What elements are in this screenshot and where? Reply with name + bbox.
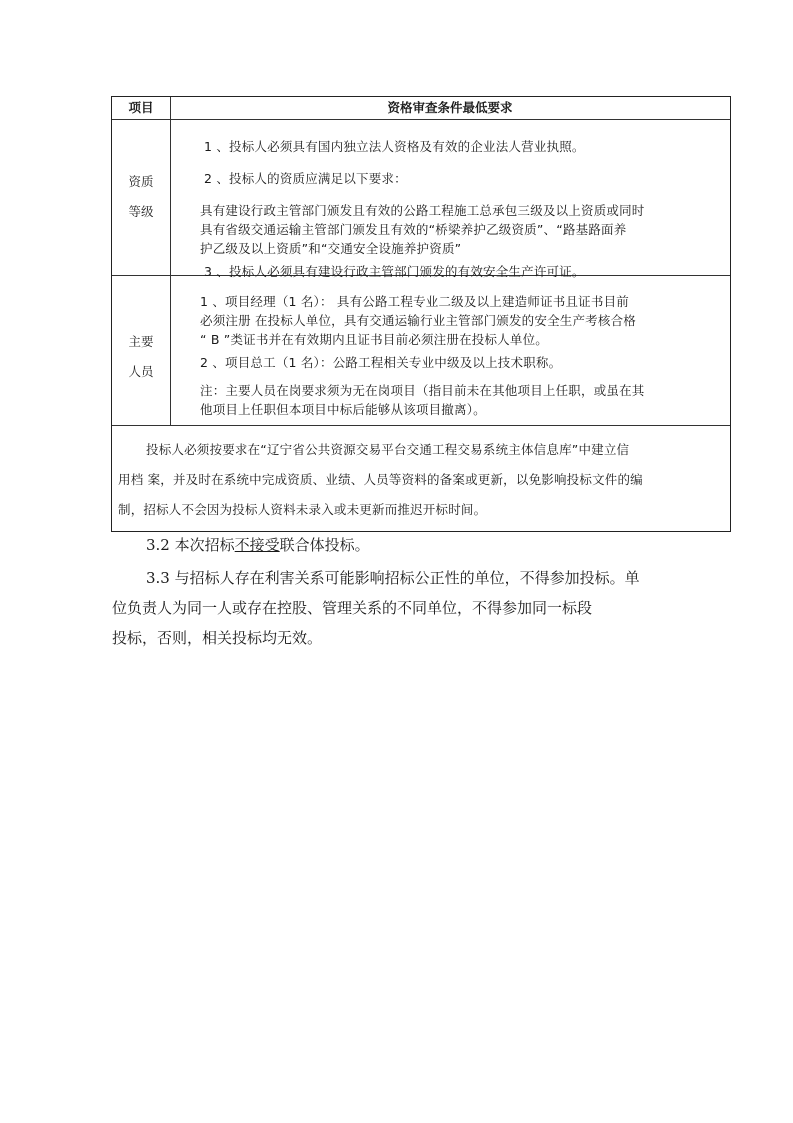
clause-3-2: 3.2 本次招标不接受联合体投标。	[146, 536, 370, 554]
qualification-table	[111, 96, 731, 532]
personnel-note: 注：主要人员在岗要求须为无在岗项目（指目前未在其他项目上任职，或虽在其 他项目上任职但本项目中标后能够从该项目撤离）。	[200, 383, 645, 417]
table-column-divider	[170, 97, 171, 425]
qualification-req-2-detail: 具有建设行政主管部门颁发且有效的公路工程施工总承包三级及以上资质或同时 具有省级交通运输主管部门颁发且有效的“桥梁养护乙级资质”、“路基路面养 护乙级及以上资质”和“交通安全设施养护资质”	[200, 203, 645, 256]
header-item-label: 项目	[128, 100, 154, 115]
clause-3-3: 3.3 与招标人存在利害关系可能影响招标公正性的单位，不得参加投标。单 位负责人为同一人或存在控股、管理关系的不同单位，不得参加同一标段 投标，否则，相关投标均无效。	[112, 569, 640, 647]
underlined-not-accept: 不接受	[234, 536, 280, 554]
table-footer-note: 投标人必须按要求在“辽宁省公共资源交易平台交通工程交易系统主体信息库”中建立信 用档 案，并及时在系统中完成资质、业绩、人员等资料的备案或更新，以免影响投标文件的编 制，招标人不会因为投标人资料未录入或未更新而推迟开标时间。	[118, 442, 643, 517]
header-requirement-label: 资格审查条件最低要求	[387, 100, 513, 115]
qualification-req-1: 1 、投标人必须具有国内独立法人资格及有效的企业法人营业执照。	[204, 139, 585, 154]
table-header-divider	[112, 119, 730, 120]
qualification-req-3: 3 、投标人必须具有建设行政主管部门颁发的有效安全生产许可证。	[204, 264, 585, 279]
personnel-req-1: 1 、项目经理（1 名）： 具有公路工程专业二级及以上建造师证书且证书目前 必须注册 在投标人单位，具有交通运输行业主管部门颁发的安全生产考核合格 “ B ”类证书并在有效期内且证书目前必须注册在投标人单位。	[200, 294, 636, 347]
table-row-divider-2	[112, 425, 730, 426]
row-label-personnel: 主要 人员	[128, 334, 154, 379]
personnel-req-2: 2 、项目总工（1 名）：公路工程相关专业中级及以上技术职称。	[200, 355, 562, 370]
row-label-qualification: 资质 等级	[128, 174, 154, 219]
qualification-req-2: 2 、投标人的资质应满足以下要求：	[204, 171, 407, 186]
